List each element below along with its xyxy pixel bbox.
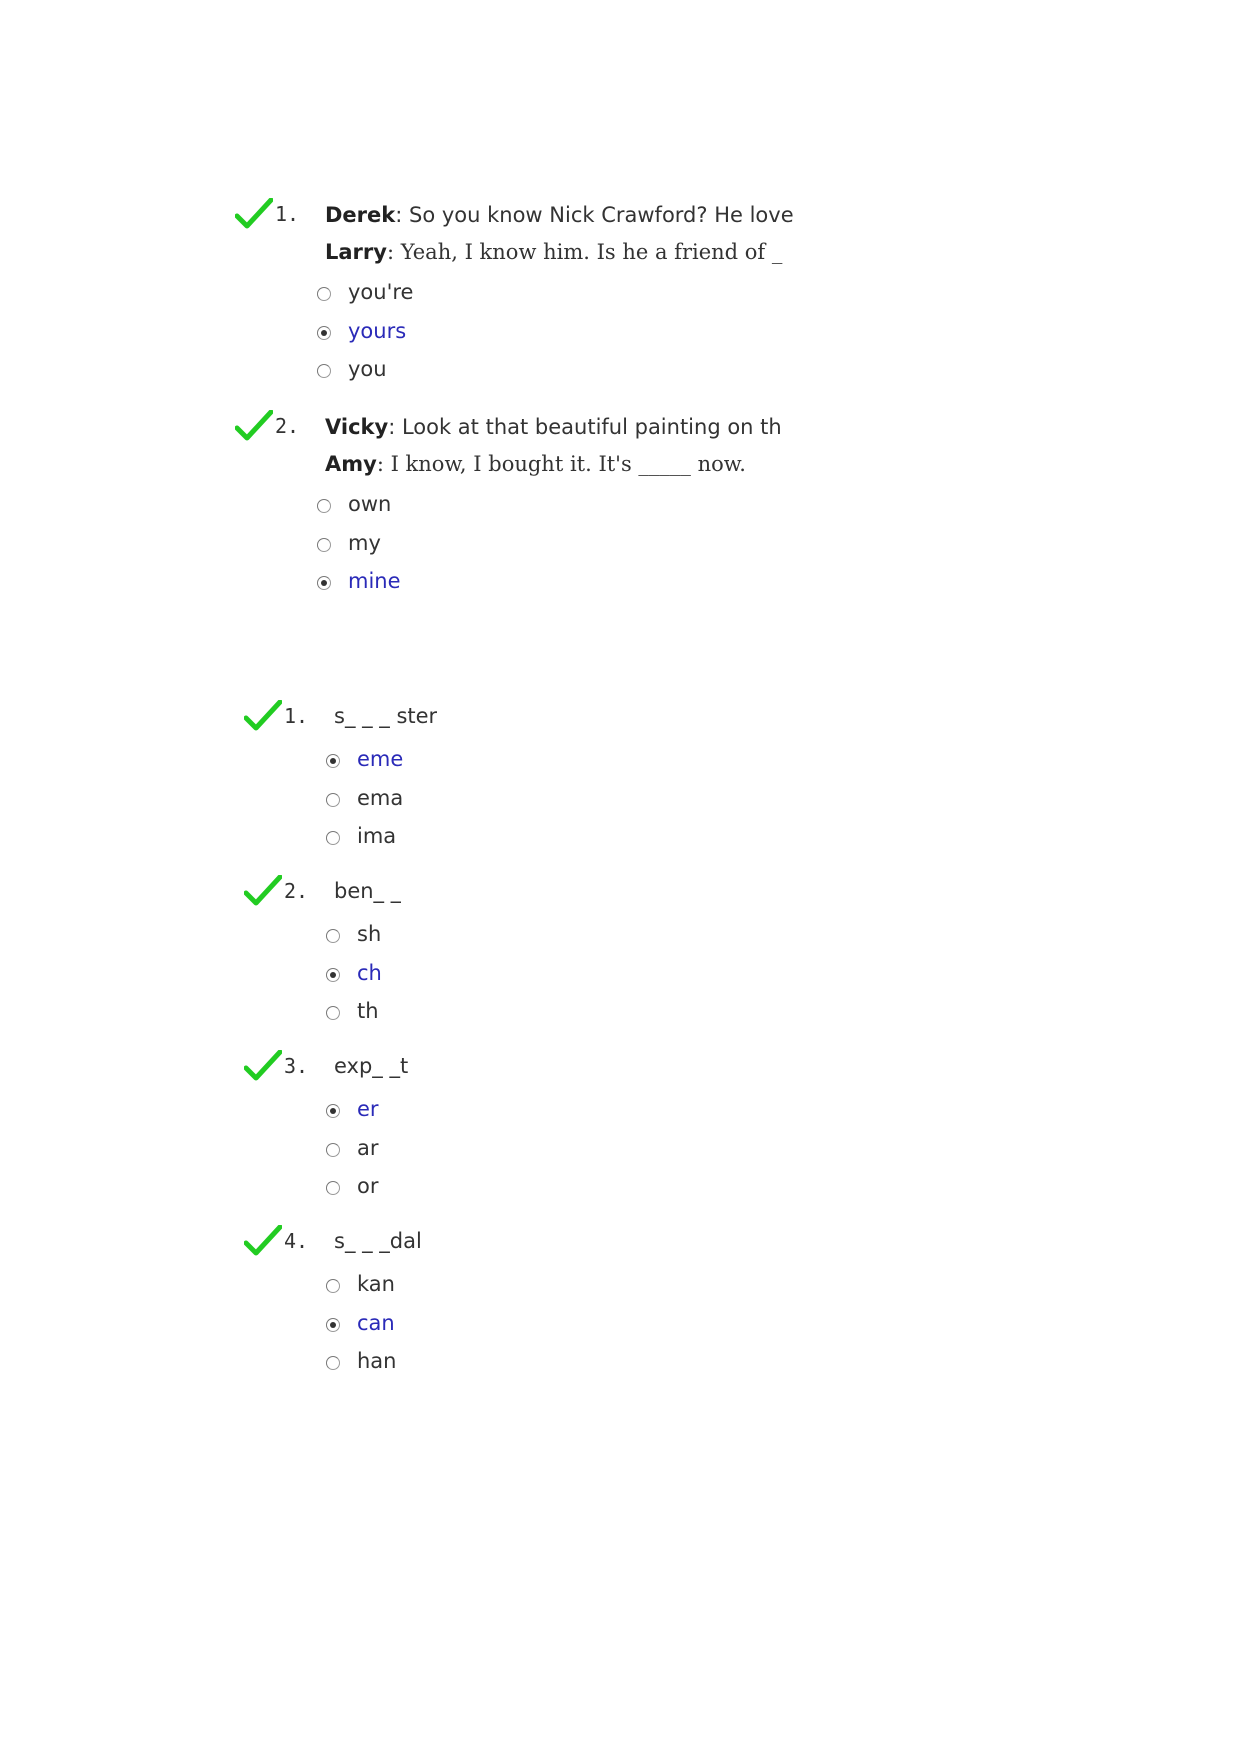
question-number: 1. [284, 704, 309, 728]
dialogue-text: : Yeah, I know him. Is he a friend of _ [386, 240, 783, 264]
option-label: ima [357, 824, 397, 848]
option-label: mine [348, 569, 401, 593]
radio-button-icon[interactable] [326, 831, 340, 845]
speaker-name: Derek [325, 203, 396, 227]
checkmark-icon [244, 1050, 282, 1084]
radio-button-icon[interactable] [326, 1104, 340, 1118]
checkmark-icon [244, 700, 282, 734]
question-number: 2. [275, 414, 300, 438]
question-number: 4. [284, 1229, 309, 1253]
radio-button-icon[interactable] [326, 1143, 340, 1157]
dialogue-text: : I know, I bought it. It's _____ now. [376, 452, 746, 476]
option-label: own [348, 492, 392, 516]
option-label: ar [357, 1136, 379, 1160]
radio-button-icon[interactable] [326, 1181, 340, 1195]
spelling-prompt: ben_ _ [334, 879, 402, 903]
radio-button-icon[interactable] [326, 1279, 340, 1293]
question-2-line-2 [325, 452, 810, 476]
option-label: ema [357, 786, 404, 810]
spelling-question-1 [244, 700, 544, 740]
question-2-line-1 [325, 415, 810, 439]
radio-button-icon[interactable] [317, 538, 331, 552]
checkmark-icon [244, 875, 282, 909]
spelling-question-4 [244, 1225, 544, 1265]
question-1-line-1 [325, 203, 810, 227]
speaker-name: Larry [325, 240, 387, 264]
spelling-question-3 [244, 1050, 544, 1090]
radio-button-icon[interactable] [326, 1006, 340, 1020]
radio-button-icon[interactable] [326, 968, 340, 982]
checkmark-icon [235, 198, 273, 232]
section-two [0, 680, 1241, 1400]
radio-button-icon[interactable] [317, 326, 331, 340]
option-label: my [348, 531, 381, 555]
radio-button-icon[interactable] [317, 287, 331, 301]
radio-button-icon[interactable] [326, 1356, 340, 1370]
option-label: can [357, 1311, 395, 1335]
option-label: or [357, 1174, 379, 1198]
option-label: ch [357, 961, 382, 985]
option-label: kan [357, 1272, 395, 1296]
option-label: yours [348, 319, 407, 343]
dialogue-text: : So you know Nick Crawford? He love [395, 203, 794, 227]
question-number: 3. [284, 1054, 309, 1078]
option-label: sh [357, 922, 382, 946]
question-number: 2. [284, 879, 309, 903]
option-label: eme [357, 747, 404, 771]
dialogue-text: : Look at that beautiful painting on th [388, 415, 782, 439]
radio-button-icon[interactable] [317, 364, 331, 378]
radio-button-icon[interactable] [326, 793, 340, 807]
radio-button-icon[interactable] [326, 929, 340, 943]
option-label: you're [348, 280, 414, 304]
speaker-name: Vicky [325, 415, 389, 439]
option-label: you [348, 357, 387, 381]
spelling-prompt: exp_ _t [334, 1054, 409, 1078]
option-label: th [357, 999, 379, 1023]
radio-button-icon[interactable] [317, 576, 331, 590]
spelling-prompt: s_ _ _dal [334, 1229, 422, 1253]
checkmark-icon [244, 1225, 282, 1259]
radio-button-icon[interactable] [326, 1318, 340, 1332]
radio-button-icon[interactable] [326, 754, 340, 768]
section-one [0, 0, 1241, 600]
spelling-prompt: s_ _ _ ster [334, 704, 438, 728]
spelling-question-2 [244, 875, 544, 915]
question-1-line-2 [325, 240, 810, 264]
option-label: er [357, 1097, 379, 1121]
radio-button-icon[interactable] [317, 499, 331, 513]
checkmark-icon [235, 410, 273, 444]
speaker-name: Amy [325, 452, 377, 476]
option-label: han [357, 1349, 397, 1373]
question-number: 1. [275, 202, 300, 226]
